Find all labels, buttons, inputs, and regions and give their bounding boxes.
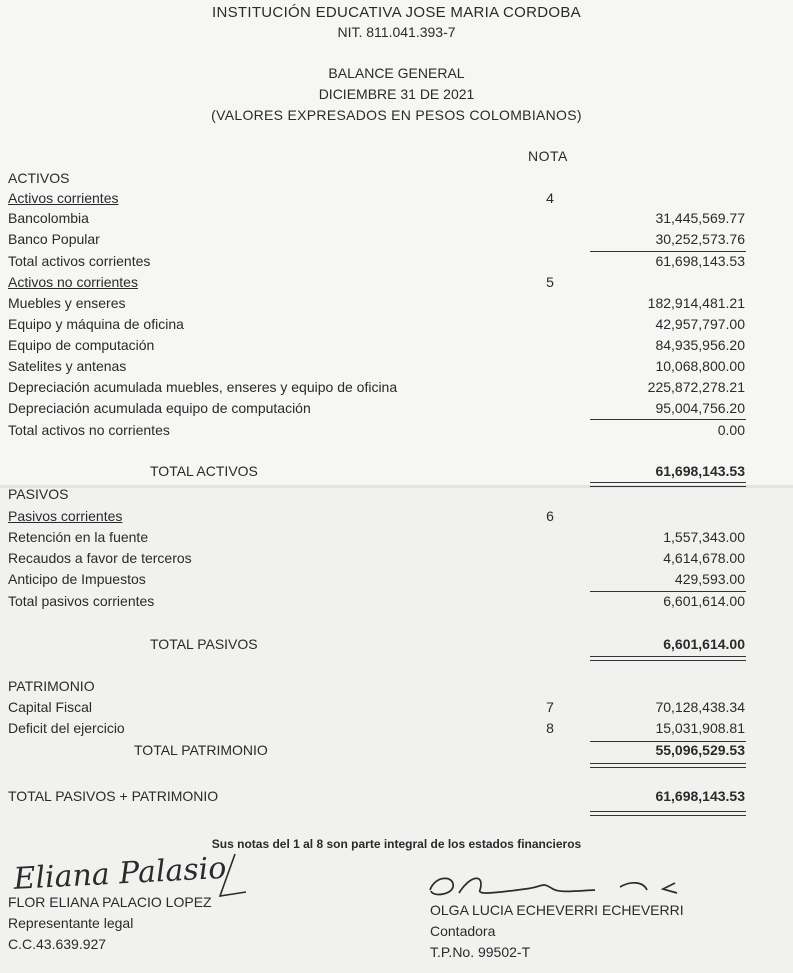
- subtotal-row: [0, 593, 793, 613]
- account-label: Retención en la fuente: [8, 529, 149, 545]
- pasivos-corrientes-heading-row: [0, 508, 793, 528]
- account-label: Bancolombia: [8, 210, 89, 226]
- signer-name: OLGA LUCIA ECHEVERRI ECHEVERRI: [430, 902, 684, 918]
- note-number: 4: [546, 190, 554, 206]
- patrimonio-heading: PATRIMONIO: [8, 678, 95, 694]
- total-double-rule: [590, 763, 746, 768]
- signature-handwriting: Eliana Palasio: [12, 850, 228, 897]
- table-row: [0, 720, 793, 740]
- activos-heading-row: [0, 170, 793, 190]
- subtotal-row: [0, 422, 793, 442]
- account-amount: 31,445,569.77: [655, 210, 745, 226]
- account-amount: 70,128,438.34: [655, 699, 745, 715]
- subtotal-label: Total activos no corrientes: [8, 422, 170, 438]
- table-row: [0, 337, 793, 357]
- total-pasivos-label: TOTAL PASIVOS: [150, 636, 258, 652]
- pasivos-heading-row: [0, 486, 793, 506]
- report-date: DICIEMBRE 31 DE 2021: [318, 86, 475, 102]
- total-patrimonio-label: TOTAL PATRIMONIO: [134, 742, 268, 758]
- signer-id: T.P.No. 99502-T: [430, 944, 531, 960]
- account-amount: 429,593.00: [674, 571, 745, 587]
- signature-right: [425, 865, 695, 905]
- subtotal-amount: 6,601,614.00: [663, 593, 745, 609]
- grand-total-label: TOTAL PASIVOS + PATRIMONIO: [8, 788, 219, 804]
- signature-stroke: [430, 878, 677, 894]
- table-row: [0, 210, 793, 230]
- account-label: Banco Popular: [8, 231, 100, 247]
- account-amount: 4,614,678.00: [663, 550, 745, 566]
- account-label: Anticipo de Impuestos: [8, 571, 146, 587]
- subtotal-row: [0, 253, 793, 273]
- subtotal-rule: [590, 251, 746, 252]
- currency-note: (VALORES EXPRESADOS EN PESOS COLOMBIANOS): [211, 107, 582, 123]
- total-double-rule: [590, 656, 746, 661]
- total-patrimonio-amount: 55,096,529.53: [655, 742, 745, 758]
- institution-nit: NIT. 811.041.393-7: [337, 24, 456, 40]
- total-pasivos-amount: 6,601,614.00: [663, 636, 745, 652]
- table-row: [0, 571, 793, 591]
- account-label: Satelites y antenas: [8, 358, 127, 374]
- signer-role: Contadora: [430, 923, 496, 939]
- table-row: [0, 295, 793, 315]
- activos-heading: ACTIVOS: [8, 170, 70, 186]
- account-label: Equipo de computación: [8, 337, 155, 353]
- activos-corrientes-heading: Activos corrientes: [8, 190, 119, 206]
- account-amount: 225,872,278.21: [647, 379, 745, 395]
- account-amount: 95,004,756.20: [655, 400, 745, 416]
- pasivos-heading: PASIVOS: [8, 486, 69, 502]
- signer-role: Representante legal: [8, 915, 134, 931]
- subtotal-label: Total activos corrientes: [8, 253, 151, 269]
- account-amount: 182,914,481.21: [647, 295, 745, 311]
- account-label: Capital Fiscal: [8, 699, 93, 715]
- subtotal-amount: 61,698,143.53: [655, 253, 745, 269]
- signature-block-left: [8, 892, 212, 955]
- activos-no-corrientes-heading-row: [0, 274, 793, 294]
- subtotal-rule: [590, 591, 746, 592]
- note-number: 8: [546, 720, 554, 736]
- grand-total-row: [0, 788, 793, 808]
- account-label: Equipo y máquina de oficina: [8, 316, 184, 332]
- table-row: [0, 316, 793, 336]
- account-label: Depreciación acumulada muebles, enseres y equipo de oficina: [8, 379, 398, 395]
- subtotal-rule: [590, 419, 746, 420]
- table-row: [0, 379, 793, 399]
- table-row: [0, 550, 793, 570]
- table-row: [0, 358, 793, 378]
- total-row: [0, 742, 793, 762]
- total-activos-label: TOTAL ACTIVOS: [150, 463, 258, 479]
- account-label: Muebles y enseres: [8, 295, 126, 311]
- account-amount: 30,252,573.76: [655, 231, 745, 247]
- table-row: [0, 400, 793, 420]
- subtotal-label: Total pasivos corrientes: [8, 593, 155, 609]
- account-amount: 10,068,800.00: [655, 358, 745, 374]
- nota-column-heading: NOTA: [528, 148, 568, 164]
- financial-notes-footnote: Sus notas del 1 al 8 son parte integral de los estados financieros: [211, 837, 582, 851]
- total-double-rule: [590, 811, 746, 816]
- grand-total-amount: 61,698,143.53: [655, 788, 745, 804]
- account-label: Deficit del ejercicio: [8, 720, 125, 736]
- table-row: [0, 699, 793, 719]
- account-label: Depreciación acumulada equipo de computación: [8, 400, 311, 416]
- total-activos-amount: 61,698,143.53: [655, 463, 745, 479]
- pasivos-corrientes-heading: Pasivos corrientes: [8, 508, 123, 524]
- account-amount: 15,031,908.81: [655, 720, 745, 736]
- note-number: 7: [546, 699, 554, 715]
- patrimonio-heading-row: [0, 678, 793, 698]
- activos-corrientes-heading-row: [0, 190, 793, 210]
- note-number: 5: [546, 274, 554, 290]
- signature-block-right: [430, 900, 684, 963]
- subtotal-amount: 0.00: [717, 422, 745, 438]
- signer-id: C.C.43.639.927: [8, 936, 107, 952]
- total-row: [0, 636, 793, 656]
- account-amount: 42,957,797.00: [655, 316, 745, 332]
- institution-name: INSTITUCIÓN EDUCATIVA JOSE MARIA CORDOBA: [212, 4, 581, 21]
- account-amount: 84,935,956.20: [655, 337, 745, 353]
- account-amount: 1,557,343.00: [663, 529, 745, 545]
- signer-name: FLOR ELIANA PALACIO LOPEZ: [8, 894, 212, 910]
- report-title: BALANCE GENERAL: [328, 65, 465, 81]
- note-number: 6: [546, 508, 554, 524]
- table-row: [0, 529, 793, 549]
- total-row: [0, 463, 793, 483]
- table-row: [0, 231, 793, 251]
- account-label: Recaudos a favor de terceros: [8, 550, 192, 566]
- activos-no-corrientes-heading: Activos no corrientes: [8, 274, 138, 290]
